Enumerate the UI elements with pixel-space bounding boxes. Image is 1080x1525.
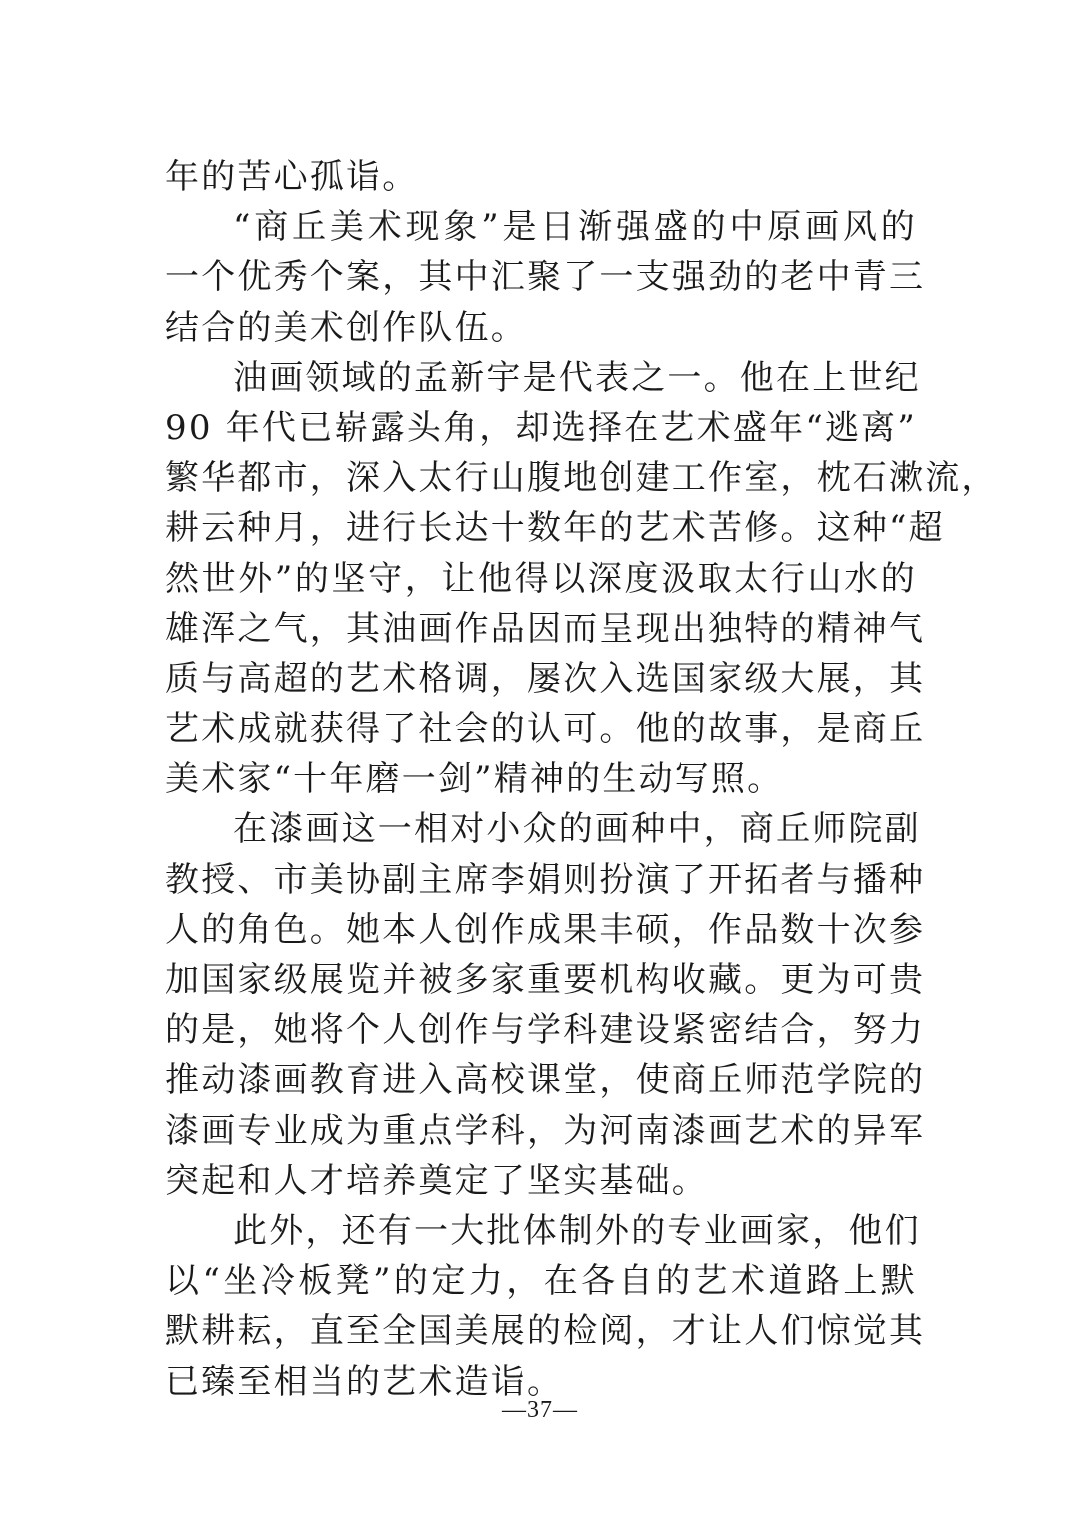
text-line: 耕云种月，进行长达十数年的艺术苦修。这种“超 xyxy=(165,508,945,549)
text-line: 繁华都市，深入太行山腹地创建工作室，枕石漱流， xyxy=(165,458,998,499)
text-line: 结合的美术创作队伍。 xyxy=(165,307,527,348)
text-line: 以“坐冷板凳”的定力，在各自的艺术道路上默 xyxy=(165,1261,917,1302)
paragraph-first-line: 油画领域的孟新宇是代表之一。他在上世纪 xyxy=(233,357,921,398)
paragraph-first-line: “商丘美术现象”是日渐强盛的中原画风的 xyxy=(233,207,917,248)
text-line: 人的角色。她本人创作成果丰硕，作品数十次参 xyxy=(165,909,926,950)
text-line: 然世外”的坚守，让他得以深度汲取太行山水的 xyxy=(165,558,917,599)
text-line: 90 年代已崭露头角，却选择在艺术盛年“逃离” xyxy=(165,407,917,448)
text-line: 漆画专业成为重点学科，为河南漆画艺术的异军 xyxy=(165,1110,926,1151)
text-line: 教授、市美协副主席李娟则扮演了开拓者与播种 xyxy=(165,859,926,900)
text-line: 已臻至相当的艺术造诣。 xyxy=(165,1361,564,1402)
text-line: 质与高超的艺术格调，屡次入选国家级大展，其 xyxy=(165,658,926,699)
text-line: 雄浑之气，其油画作品因而呈现出独特的精神气 xyxy=(165,608,926,649)
text-line: 加国家级展览并被多家重要机构收藏。更为可贵 xyxy=(165,960,926,1000)
paragraph-first-line: 此外，还有一大批体制外的专业画家，他们 xyxy=(233,1210,921,1251)
text-line: 突起和人才培养奠定了坚实基础。 xyxy=(165,1160,708,1201)
text-line: 美术家“十年磨一剑”精神的生动写照。 xyxy=(165,759,784,800)
text-line: 的是，她将个人创作与学科建设紧密结合，努力 xyxy=(165,1010,926,1051)
text-line: 年的苦心孤诣。 xyxy=(165,157,419,197)
page-number: —37— xyxy=(502,1397,578,1423)
body-text xyxy=(165,152,998,1407)
text-line: 推动漆画教育进入高校课堂，使商丘师范学院的 xyxy=(165,1060,926,1101)
paragraph-first-line: 在漆画这一相对小众的画种中，商丘师院副 xyxy=(233,809,921,850)
text-line: 默耕耘，直至全国美展的检阅，才让人们惊觉其 xyxy=(165,1311,926,1352)
text-line: 一个优秀个案，其中汇聚了一支强劲的老中青三 xyxy=(165,257,926,298)
text-line: 艺术成就获得了社会的认可。他的故事，是商丘 xyxy=(165,709,926,750)
